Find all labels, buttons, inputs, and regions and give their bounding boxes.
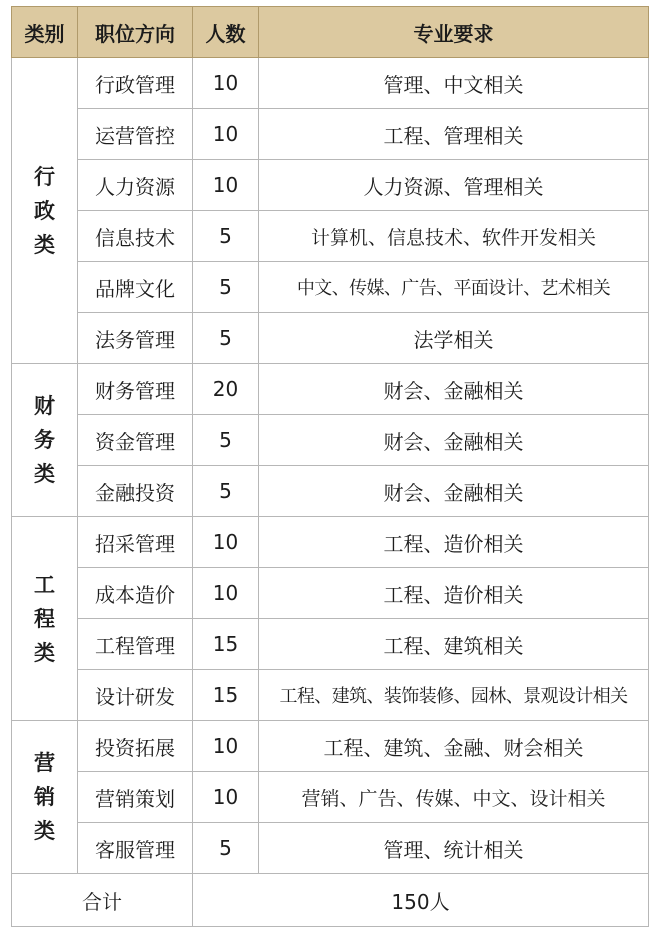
header-category: 类别 (12, 7, 78, 58)
requirement-cell: 管理、中文相关 (259, 58, 649, 109)
category-cell-engineering (12, 517, 78, 721)
count-cell: 20 (193, 364, 259, 415)
table-row (12, 109, 649, 160)
count-cell: 5 (193, 415, 259, 466)
position-cell: 客服管理 (78, 823, 193, 874)
table-row (12, 772, 649, 823)
count-cell: 15 (193, 670, 259, 721)
table-row (12, 415, 649, 466)
count-cell: 5 (193, 262, 259, 313)
table-row (12, 517, 649, 568)
position-cell: 信息技术 (78, 211, 193, 262)
count-cell: 10 (193, 109, 259, 160)
requirement-cell: 法学相关 (259, 313, 649, 364)
table-row (12, 313, 649, 364)
table-row (12, 211, 649, 262)
requirement-cell: 工程、管理相关 (259, 109, 649, 160)
table-row (12, 364, 649, 415)
requirement-cell: 财会、金融相关 (259, 415, 649, 466)
header-position: 职位方向 (78, 7, 193, 58)
position-cell: 财务管理 (78, 364, 193, 415)
requirement-cell: 计算机、信息技术、软件开发相关 (259, 211, 649, 262)
table-row (12, 160, 649, 211)
requirement-cell: 财会、金融相关 (259, 466, 649, 517)
requirement-cell: 营销、广告、传媒、中文、设计相关 (259, 772, 649, 823)
table-row (12, 466, 649, 517)
requirement-cell: 工程、造价相关 (259, 517, 649, 568)
count-cell: 5 (193, 466, 259, 517)
recruitment-table (11, 6, 649, 927)
requirement-cell: 工程、建筑、金融、财会相关 (259, 721, 649, 772)
position-cell: 招采管理 (78, 517, 193, 568)
position-cell: 设计研发 (78, 670, 193, 721)
header-row (12, 7, 649, 58)
category-label: 营销类 (34, 750, 55, 843)
category-label: 工程类 (34, 571, 55, 665)
count-cell: 15 (193, 619, 259, 670)
count-cell: 5 (193, 211, 259, 262)
count-cell: 10 (193, 160, 259, 211)
position-cell: 工程管理 (78, 619, 193, 670)
category-cell-marketing (12, 721, 78, 874)
table-row (12, 262, 649, 313)
table-row (12, 58, 649, 109)
category-cell-admin (12, 58, 78, 364)
position-cell: 成本造价 (78, 568, 193, 619)
table-header (12, 7, 649, 58)
table-row (12, 721, 649, 772)
count-cell: 5 (193, 313, 259, 364)
count-cell: 10 (193, 58, 259, 109)
position-cell: 行政管理 (78, 58, 193, 109)
table-row (12, 619, 649, 670)
requirement-cell: 人力资源、管理相关 (259, 160, 649, 211)
position-cell: 品牌文化 (78, 262, 193, 313)
table-row (12, 823, 649, 874)
category-cell-finance (12, 364, 78, 517)
recruitment-table-wrapper (11, 6, 648, 927)
table-body (12, 58, 649, 927)
category-label: 行政类 (34, 163, 55, 257)
total-value: 150人 (193, 874, 649, 927)
count-cell: 10 (193, 772, 259, 823)
category-label: 财务类 (34, 393, 55, 486)
position-cell: 人力资源 (78, 160, 193, 211)
requirement-cell: 管理、统计相关 (259, 823, 649, 874)
header-count: 人数 (193, 7, 259, 58)
requirement-cell: 中文、传媒、广告、平面设计、艺术相关 (259, 262, 649, 313)
position-cell: 投资拓展 (78, 721, 193, 772)
count-cell: 10 (193, 568, 259, 619)
total-row (12, 874, 649, 927)
position-cell: 运营管控 (78, 109, 193, 160)
table-row (12, 568, 649, 619)
count-cell: 5 (193, 823, 259, 874)
position-cell: 资金管理 (78, 415, 193, 466)
requirement-cell: 财会、金融相关 (259, 364, 649, 415)
position-cell: 法务管理 (78, 313, 193, 364)
count-cell: 10 (193, 517, 259, 568)
table-row (12, 670, 649, 721)
total-label: 合计 (12, 874, 193, 927)
header-requirement: 专业要求 (259, 7, 649, 58)
count-cell: 10 (193, 721, 259, 772)
requirement-cell: 工程、建筑相关 (259, 619, 649, 670)
requirement-cell: 工程、建筑、装饰装修、园林、景观设计相关 (259, 670, 649, 721)
position-cell: 金融投资 (78, 466, 193, 517)
requirement-cell: 工程、造价相关 (259, 568, 649, 619)
position-cell: 营销策划 (78, 772, 193, 823)
